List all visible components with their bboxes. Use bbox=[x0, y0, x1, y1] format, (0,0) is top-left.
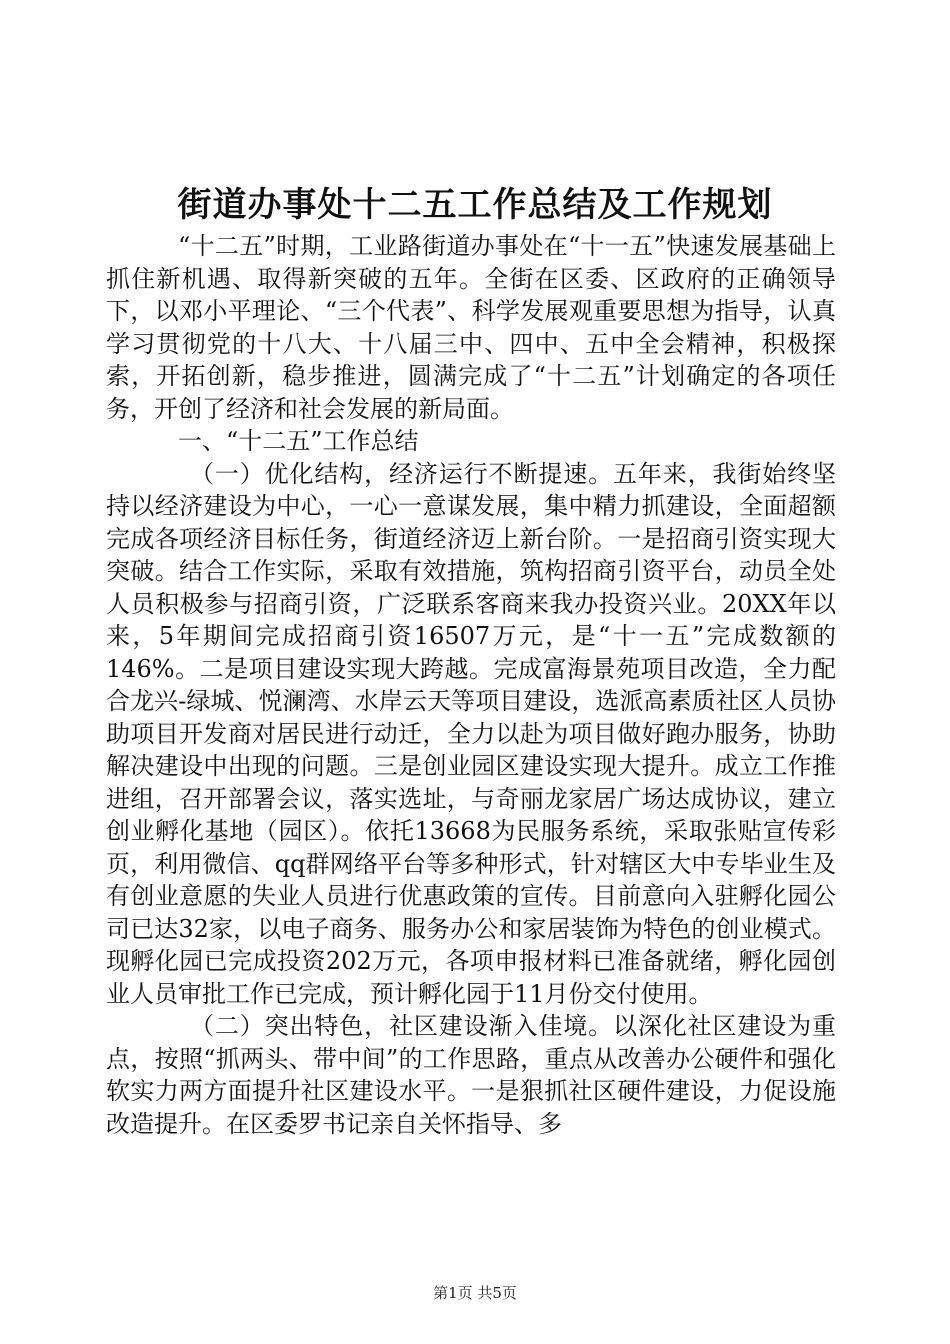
paragraph-community: （二）突出特色，社区建设渐入佳境。以深化社区建设为重点，按照“抓两头、带中间”的工作思路，重点从改善办公硬件和强化软实力两方面提升社区建设水平。一是狠抓社区硬件建设，力促设施改造提升。在区委罗书记亲自关怀指导、多 bbox=[106, 1012, 836, 1138]
document-body bbox=[106, 230, 836, 1140]
section-heading-summary: 一、“十二五”工作总结 bbox=[178, 427, 419, 455]
page-number-footer: 第1页 共5页 bbox=[433, 1284, 517, 1302]
paragraph-intro: “十二五”时期，工业路街道办事处在“十一五”快速发展基础上抓住新机遇、取得新突破的五年。全街在区委、区政府的正确领导下，以邓小平理论、“三个代表”、科学发展观重要思想为指导，认真学习贯彻党的十八大、十八届三中、四中、五中全会精神，积极探索，开拓创新，稳步推进，圆满完成了“十二五”计划确定的各项任务，开创了经济和社会发展的新局面。 bbox=[106, 232, 836, 423]
document-title: 街道办事处十二五工作总结及工作规划 bbox=[177, 185, 773, 225]
paragraph-economy: （一）优化结构，经济运行不断提速。五年来，我街始终坚持以经济建设为中心，一心一意谋发展，集中精力抓建设，全面超额完成各项经济目标任务，街道经济迈上新台阶。一是招商引资实现大突破。结合工作实际，采取有效措施，筑构招商引资平台，动员全处人员积极参与招商引资，广泛联系客商来我办投资兴业。20XX年以来，5年期间完成招商引资16507万元，是“十一五”完成数额的146%。二是项目建设实现大跨越。完成富海景苑项目改造，全力配合龙兴-绿城、悦澜湾、水岸云天等项目建设，选派高素质社区人员协助项目开发商对居民进行动迁，全力以赴为项目做好跑办服务，协助解决建设中出现的问题。三是创业园区建设实现大提升。成立工作推进组，召开部署会议，落实选址，与奇丽龙家居广场达成协议，建立创业孵化基地（园区）。依托13668为民服务系统，采取张贴宣传彩页，利用微信、qq群网络平台等多种形式，针对辖区大中专毕业生及有创业意愿的失业人员进行优惠政策的宣传。目前意向入驻孵化园公司已达32家，以电子商务、服务办公和家居装饰为特色的创业模式。现孵化园已完成投资202万元，各项申报材料已准备就绪，孵化园创业人员审批工作已完成，预计孵化园于11月份交付使用。 bbox=[106, 459, 836, 1008]
